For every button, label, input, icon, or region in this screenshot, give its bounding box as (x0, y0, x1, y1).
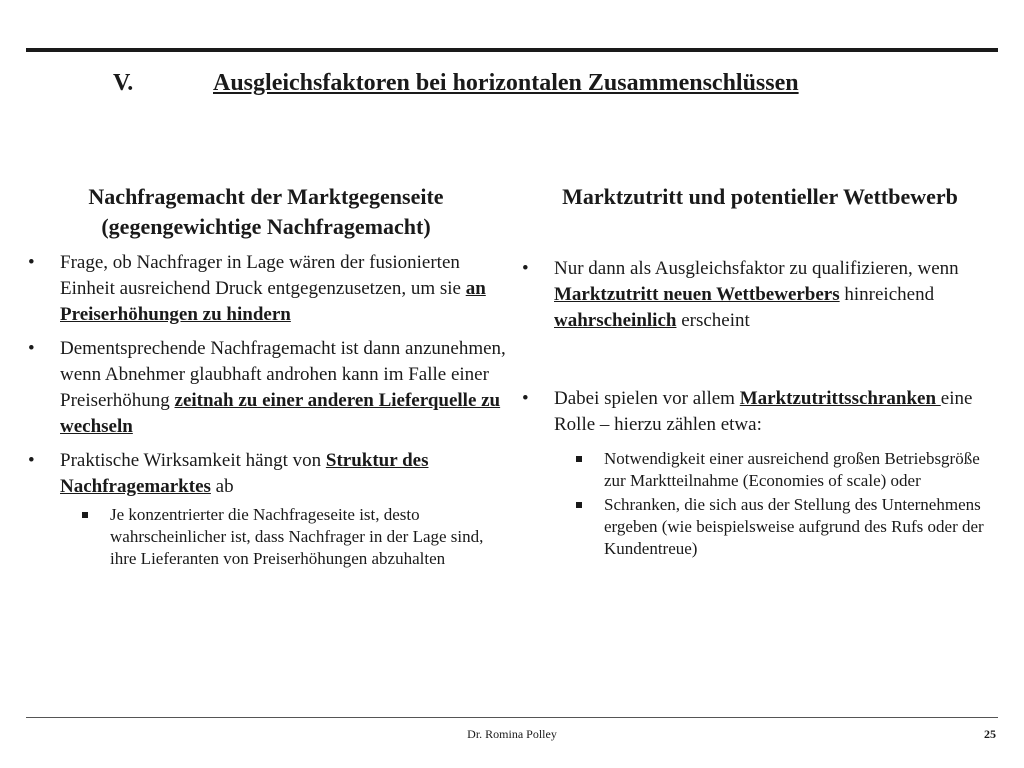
left-bullet-3 (26, 448, 506, 570)
left-bullet-1 (26, 250, 506, 328)
right-bullet-2 (520, 386, 1000, 560)
left-heading (26, 182, 506, 242)
right-bullet-list (520, 256, 1000, 560)
left-column (26, 182, 506, 570)
right-bullet-1-emphasis-1: Marktzutritt neuen Wettbewerbers (554, 284, 840, 305)
left-sub-list (60, 504, 506, 570)
title-text: Ausgleichsfaktoren bei horizontalen Zusammenschlüssen (213, 70, 799, 96)
left-bullet-3-suffix: ab (210, 476, 234, 497)
right-heading: Marktzutritt und potentieller Wettbewerb (562, 184, 958, 209)
right-bullet-1 (520, 256, 1000, 334)
left-heading-line1: Nachfragemacht der Marktgegenseite (88, 184, 444, 209)
left-bullet-list (26, 250, 506, 570)
right-bullet-1-suffix: erscheint (676, 310, 750, 331)
right-bullet-2-suffix: eine Rolle – hierzu zählen etwa: (554, 388, 973, 435)
left-bullet-3-emphasis: Struktur des Nachfragemarktes (60, 450, 429, 497)
footer-author: Dr. Romina Polley (467, 727, 557, 741)
left-bullet-3-text: Praktische Wirksamkeit hängt von (60, 450, 326, 471)
page-number: 25 (984, 727, 996, 741)
left-bullet-2 (26, 336, 506, 440)
slide-title (113, 70, 799, 97)
section-number: V. (113, 70, 134, 96)
left-heading-line2: (gegengewichtige Nachfragemacht) (101, 214, 431, 239)
top-rule (26, 48, 998, 52)
right-bullet-2-emphasis: Marktzutrittsschranken (739, 388, 941, 409)
left-bullet-1-emphasis: an Preiserhöhungen zu hindern (60, 278, 486, 325)
left-sub-bullet-1: Je konzentrierter die Nachfrageseite ist, desto wahrscheinlicher ist, dass Nachfrager in der Lage sind, ihre Lieferanten von Preiserhöhungen abzuhalten (60, 504, 506, 570)
right-sub-bullet-1: Notwendigkeit einer ausreichend großen Betriebsgröße zur Marktteilnahme (Economies of scale) oder (554, 448, 1000, 492)
right-column (520, 182, 1000, 560)
right-sub-bullet-2: Schranken, die sich aus der Stellung des Unternehmens ergeben (wie beispielsweise aufgrund des Rufs oder der Kundentreue) (554, 494, 1000, 560)
right-bullet-2-text: Dabei spielen vor allem (554, 388, 740, 409)
left-bullet-1-text: Frage, ob Nachfrager in Lage wären der fusionierten Einheit ausreichend Druck entgegenzusetzen, um sie (60, 252, 466, 299)
right-bullet-1-emphasis-2: wahrscheinlich (554, 310, 677, 331)
right-sub-list (554, 448, 1000, 560)
left-bullet-2-emphasis: zeitnah zu einer anderen Lieferquelle zu wechseln (60, 390, 501, 437)
footer-rule (26, 717, 998, 718)
right-bullet-1-text: Nur dann als Ausgleichsfaktor zu qualifizieren, wenn (554, 258, 959, 279)
right-bullet-1-middle: hinreichend (839, 284, 935, 305)
left-bullet-2-text: Dementsprechende Nachfragemacht ist dann anzunehmen, wenn Abnehmer glaubhaft androhen kann im Falle einer Preiserhöhung (60, 338, 506, 411)
